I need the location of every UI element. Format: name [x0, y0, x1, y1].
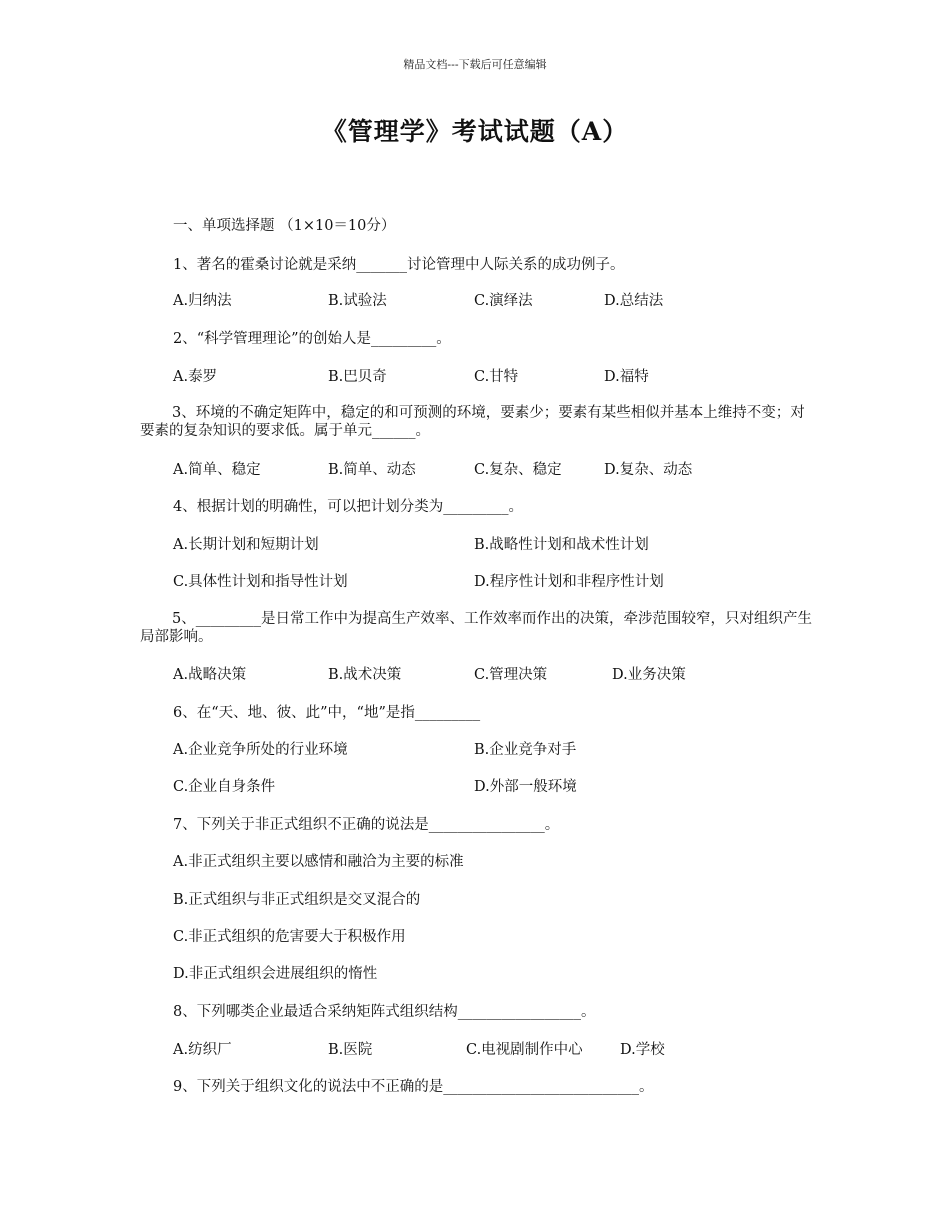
question-3-option-c: C.复杂、稳定 [474, 462, 562, 478]
section-heading: 一、单项选择题 （1×10＝10分） [173, 218, 396, 234]
question-6-option-a: A.企业竞争所处的行业环境 [173, 742, 348, 758]
question-7-option-b: B.正式组织与非正式组织是交叉混合的 [173, 892, 421, 908]
question-7-option-a: A.非正式组织主要以感情和融洽为主要的标准 [173, 854, 464, 870]
question-5-option-c: C.管理决策 [474, 667, 548, 683]
question-5-option-a: A.战略决策 [173, 667, 247, 683]
question-4-option-b: B.战略性计划和战术性计划 [474, 537, 649, 553]
question-7-option-d: D.非正式组织会进展组织的惰性 [173, 966, 378, 982]
question-1-stem: 1、著名的霍桑讨论就是采纳_______讨论管理中人际关系的成功例子。 [173, 257, 625, 273]
question-5-option-b: B.战术决策 [328, 667, 402, 683]
question-2-option-a: A.泰罗 [173, 369, 218, 385]
question-8-option-c: C.电视剧制作中心 [466, 1042, 583, 1058]
question-3-option-b: B.简单、动态 [328, 462, 416, 478]
question-8-option-a: A.纺织厂 [173, 1042, 232, 1058]
question-3-option-a: A.简单、稳定 [173, 462, 261, 478]
header-note: 精品文档---下载后可任意编辑 [403, 58, 547, 71]
question-5-stem: 5、_________是日常工作中为提高生产效率、工作效率而作出的决策，牵涉范围较窄，只对组织产生局部影响。 [140, 611, 812, 645]
question-8-option-d: D.学校 [620, 1042, 665, 1058]
question-7-option-c: C.非正式组织的危害要大于积极作用 [173, 929, 406, 945]
question-9-stem: 9、下列关于组织文化的说法中不正确的是___________________________。 [173, 1079, 654, 1095]
question-4-option-a: A.长期计划和短期计划 [173, 537, 319, 553]
question-6-option-d: D.外部一般环境 [474, 779, 577, 795]
question-3-stem: 3、环境的不确定矩阵中，稳定的和可预测的环境，要素少；要素有某些相似并基本上维持不变；对要素的复杂知识的要求低。属于单元______。 [140, 405, 805, 439]
question-8-option-b: B.医院 [328, 1042, 373, 1058]
question-5-option-d: D.业务决策 [612, 667, 686, 683]
question-1-option-d: D.总结法 [604, 293, 664, 309]
question-2-option-c: C.甘特 [474, 369, 519, 385]
question-2-option-b: B.巴贝奇 [328, 369, 387, 385]
question-1-option-b: B.试验法 [328, 293, 387, 309]
question-2-stem: 2、“科学管理理论”的创始人是_________。 [173, 331, 451, 347]
question-7-stem: 7、下列关于非正式组织不正确的说法是________________。 [173, 817, 560, 833]
question-4-option-c: C.具体性计划和指导性计划 [173, 574, 348, 590]
question-2-option-d: D.福特 [604, 369, 649, 385]
question-6-stem: 6、在“天、地、彼、此”中，“地”是指_________ [173, 705, 481, 721]
document-title: 《管理学》考试试题（A） [321, 117, 629, 146]
question-1-option-c: C.演绎法 [474, 293, 533, 309]
question-4-stem: 4、根据计划的明确性，可以把计划分类为_________。 [173, 499, 523, 515]
question-8-stem: 8、下列哪类企业最适合采纳矩阵式组织结构_________________。 [173, 1004, 596, 1020]
question-4-option-d: D.程序性计划和非程序性计划 [474, 574, 664, 590]
question-1-option-a: A.归纳法 [173, 293, 232, 309]
question-6-option-c: C.企业自身条件 [173, 779, 276, 795]
question-6-option-b: B.企业竞争对手 [474, 742, 577, 758]
question-3-option-d: D.复杂、动态 [604, 462, 693, 478]
